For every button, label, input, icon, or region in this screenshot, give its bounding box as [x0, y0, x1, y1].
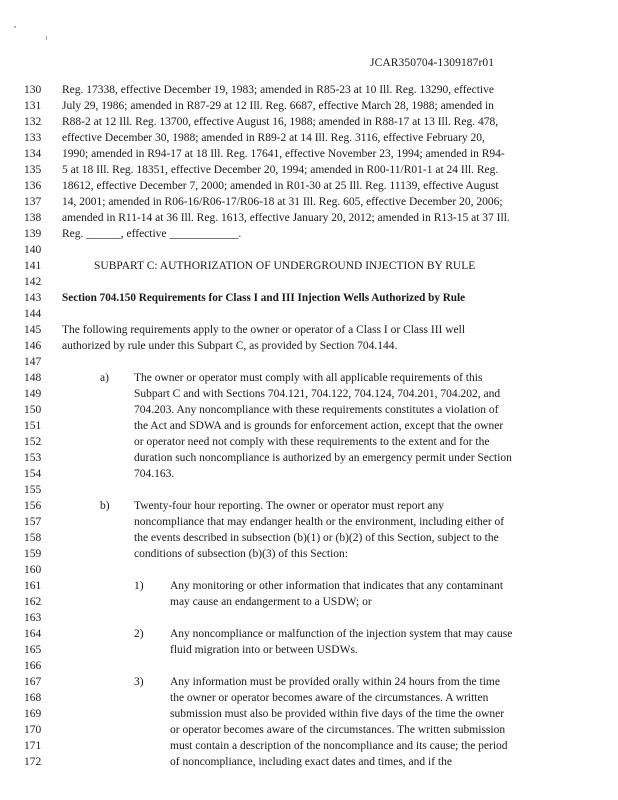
line-number: 162 — [24, 596, 42, 608]
line-number: 142 — [24, 276, 42, 288]
item-b-label: b) — [100, 500, 110, 512]
line-number: 150 — [24, 404, 42, 416]
line-number: 143 — [24, 292, 42, 304]
item-a-label: a) — [100, 372, 109, 384]
item-b3-line: or operator becomes aware of the circumstances. The written submission — [170, 724, 506, 736]
item-b1-line: may cause an endangerment to a USDW; or — [170, 596, 372, 608]
item-a-line: 704.163. — [134, 468, 175, 480]
line-number: 159 — [24, 548, 42, 560]
line-number: 164 — [24, 628, 42, 640]
section-heading: Section 704.150 Requirements for Class I and III Injection Wells Authorized by Rule — [62, 292, 466, 304]
history-line: effective December 30, 1988; amended in R89-2 at 14 Ill. Reg. 3116, effective February 20, — [62, 132, 485, 144]
item-b3-label: 3) — [134, 676, 144, 688]
item-b2-label: 2) — [134, 628, 144, 640]
line-number: 152 — [24, 436, 42, 448]
line-number: 136 — [24, 180, 42, 192]
line-number: 134 — [24, 148, 42, 160]
line-number: 140 — [24, 244, 42, 256]
scan-speck — [14, 26, 16, 28]
line-number: 157 — [24, 516, 42, 528]
history-line: 1990; amended in R94-17 at 18 Ill. Reg. 17641, effective November 23, 1994; amended in R94- — [62, 148, 505, 160]
item-b3-line: must contain a description of the noncompliance and its cause; the period — [170, 740, 508, 752]
item-b3-line: Any information must be provided orally within 24 hours from the time — [170, 676, 500, 688]
history-line: July 29, 1986; amended in R87-29 at 12 Ill. Reg. 6687, effective March 28, 1988; amended in — [62, 100, 494, 112]
line-number: 130 — [24, 84, 42, 96]
line-number: 138 — [24, 212, 42, 224]
item-b2-line: fluid migration into or between USDWs. — [170, 644, 358, 656]
line-number: 149 — [24, 388, 42, 400]
line-number: 146 — [24, 340, 42, 352]
subpart-heading: SUBPART C: AUTHORIZATION OF UNDERGROUND INJECTION BY RULE — [94, 260, 476, 272]
scan-speck — [46, 36, 47, 40]
line-number: 165 — [24, 644, 42, 656]
history-line: 5 at 18 Ill. Reg. 18351, effective December 20, 1994; amended in R00-11/R01-1 at 24 Ill. Reg. — [62, 164, 499, 176]
intro-line: The following requirements apply to the owner or operator of a Class I or Class III well — [62, 324, 466, 336]
line-number: 148 — [24, 372, 42, 384]
line-number: 168 — [24, 692, 42, 704]
line-number: 141 — [24, 260, 42, 272]
item-a-line: 704.203. Any noncompliance with these requirements constitutes a violation of — [134, 404, 499, 416]
line-number: 153 — [24, 452, 42, 464]
line-number: 137 — [24, 196, 42, 208]
history-line: amended in R11-14 at 36 Ill. Reg. 1613, effective January 20, 2012; amended in R13-15 at 37 Ill. — [62, 212, 510, 224]
line-number: 156 — [24, 500, 42, 512]
line-number: 154 — [24, 468, 42, 480]
line-number: 147 — [24, 356, 42, 368]
item-b-line: noncompliance that may endanger health or the environment, including either of — [134, 516, 505, 528]
item-b3-line: of noncompliance, including exact dates and times, and if the — [170, 756, 452, 768]
item-b1-label: 1) — [134, 580, 144, 592]
line-number: 133 — [24, 132, 42, 144]
line-number: 135 — [24, 164, 42, 176]
line-number: 172 — [24, 756, 42, 768]
item-b-line: Twenty-four hour reporting. The owner or operator must report any — [134, 500, 445, 512]
line-number: 160 — [24, 564, 42, 576]
item-a-line: the Act and SDWA and is grounds for enforcement action, except that the owner — [134, 420, 504, 432]
line-number: 151 — [24, 420, 42, 432]
line-number: 169 — [24, 708, 42, 720]
item-b2-line: Any noncompliance or malfunction of the injection system that may cause — [170, 628, 513, 640]
item-b3-line: the owner or operator becomes aware of the circumstances. A written — [170, 692, 489, 704]
history-line: 18612, effective December 7, 2000; amended in R01-30 at 25 Ill. Reg. 11139, effective August — [62, 180, 499, 192]
line-number: 158 — [24, 532, 42, 544]
item-a-line: duration such noncompliance is authorized by an emergency permit under Section — [134, 452, 512, 464]
line-number: 144 — [24, 308, 42, 320]
item-a-line: or operator need not comply with these requirements to the extent and for the — [134, 436, 490, 448]
line-number: 132 — [24, 116, 42, 128]
line-number: 161 — [24, 580, 42, 592]
line-number: 155 — [24, 484, 42, 496]
line-number: 171 — [24, 740, 42, 752]
history-line: Reg. ______, effective ____________. — [62, 228, 242, 240]
intro-line: authorized by rule under this Subpart C, as provided by Section 704.144. — [62, 340, 398, 352]
line-number: 163 — [24, 612, 42, 624]
item-b3-line: submission must also be provided within five days of the time the owner — [170, 708, 505, 720]
line-number: 167 — [24, 676, 42, 688]
line-number: 170 — [24, 724, 42, 736]
history-line: R88-2 at 12 Ill. Reg. 13700, effective August 16, 1988; amended in R88-17 at 13 Ill. Reg. 478, — [62, 116, 499, 128]
item-b-line: the events described in subsection (b)(1) or (b)(2) of this Section, subject to the — [134, 532, 499, 544]
history-line: Reg. 17338, effective December 19, 1983; amended in R85-23 at 10 Ill. Reg. 13290, effective — [62, 84, 494, 96]
history-line: 14, 2001; amended in R06-16/R06-17/R06-18 at 31 Ill. Reg. 605, effective December 20, 2006; — [62, 196, 503, 208]
item-b1-line: Any monitoring or other information that indicates that any contaminant — [170, 580, 504, 592]
line-number: 131 — [24, 100, 42, 112]
item-a-line: The owner or operator must comply with all applicable requirements of this — [134, 372, 483, 384]
item-a-line: Subpart C and with Sections 704.121, 704.122, 704.124, 704.201, 704.202, and — [134, 388, 501, 400]
document-id: JCAR350704-1309187r01 — [370, 57, 495, 69]
line-number: 139 — [24, 228, 42, 240]
item-b-line: conditions of subsection (b)(3) of this Section: — [134, 548, 348, 560]
line-number: 166 — [24, 660, 42, 672]
line-number: 145 — [24, 324, 42, 336]
